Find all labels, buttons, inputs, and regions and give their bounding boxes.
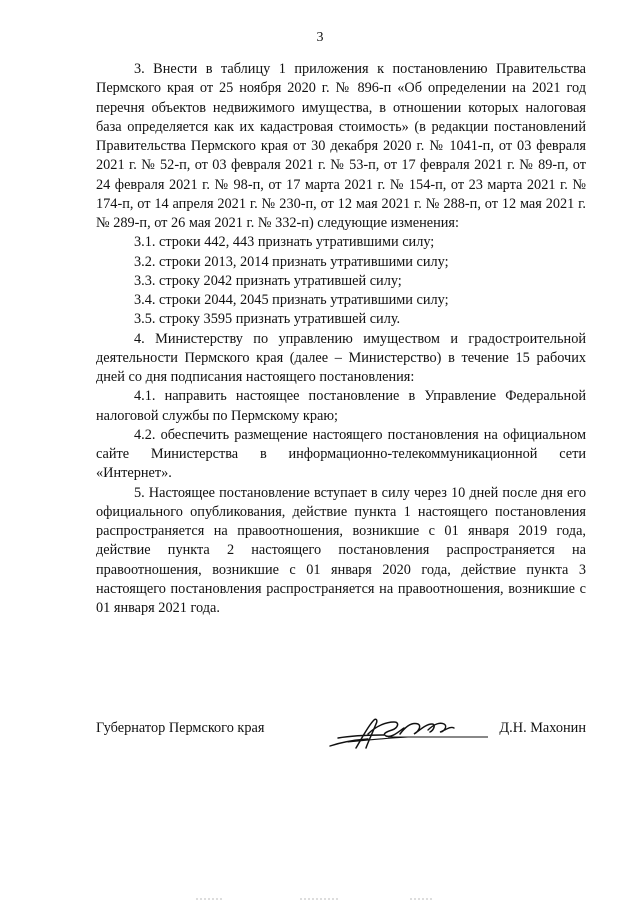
paragraph-3-5: 3.5. строку 3595 признать утратившей силу. [134,311,401,328]
paragraph-3-1: 3.1. строки 442, 443 признать утратившими силу; [134,234,435,251]
document-body [96,60,586,618]
page-number: 3 [316,30,324,45]
signatory-title: Губернатор Пермского края [96,720,265,736]
signatory-name: Д.Н. Махонин [499,720,586,736]
paragraph-3-4: 3.4. строки 2044, 2045 признать утратившими силу; [134,292,449,308]
paragraph-3-3: 3.3. строку 2042 признать утратившей силу; [134,272,402,289]
scan-edge-marks [0,896,640,902]
paragraph-5: 5. Настоящее постановление вступает в силу через 10 дней после дня его официального опубликования, действие пункта 1 настоящего постановления распространяется на правоотношения, возникшие с 01 января 2019 года, действие пункта 2 настоящего постановления распространяется на правоотношения, возникшие с 01 января 2020 года, действие пункта 3 настоящего постановления распространяется на правоотношения, возникшие с 01 января 2021 года. [96,484,586,616]
paragraph-3: 3. Внести в таблицу 1 приложения к постановлению Правительства Пермского края от 25 ноября 2020 г. № 896-п «Об определении на 2021 год перечня объектов недвижимого имущества, в отношении которых налоговая база определяется как их кадастровая стоимость» (в редакции постановлений Правительства Пермского края от 30 декабря 2020 г. № 1041-п, от 03 февраля 2021 г. № 52-п, от 03 февраля 2021 г. № 53-п, от 17 февраля 2021 г. № 89-п, от 24 февраля 2021 г. № 98-п, от 17 марта 2021 г. № 154-п, от 23 марта 2021 г. № 174-п, от 14 апреля 2021 г. № 230-п, от 12 мая 2021 г. № 288-п, от 12 мая 2021 г. № 289-п, от 26 мая 2021 г. № 332-п) следующие изменения: [96,61,586,231]
paragraph-3-2: 3.2. строки 2013, 2014 признать утратившими силу; [134,253,449,270]
signature-block [96,712,586,752]
paragraph-4-1: 4.1. направить настоящее постановление в Управление Федеральной налоговой службы по Пермскому краю; [96,388,586,424]
paragraph-4: 4. Министерству по управлению имуществом и градостроительной деятельности Пермского края (далее – Министерство) в течение 15 рабочих дней со дня подписания настоящего постановления: [96,330,586,385]
handwritten-signature [328,712,488,752]
paragraph-4-2: 4.2. обеспечить размещение настоящего постановления на официальном сайте Министерства в информационно-телекоммуникационной сети «Интернет». [96,426,586,482]
